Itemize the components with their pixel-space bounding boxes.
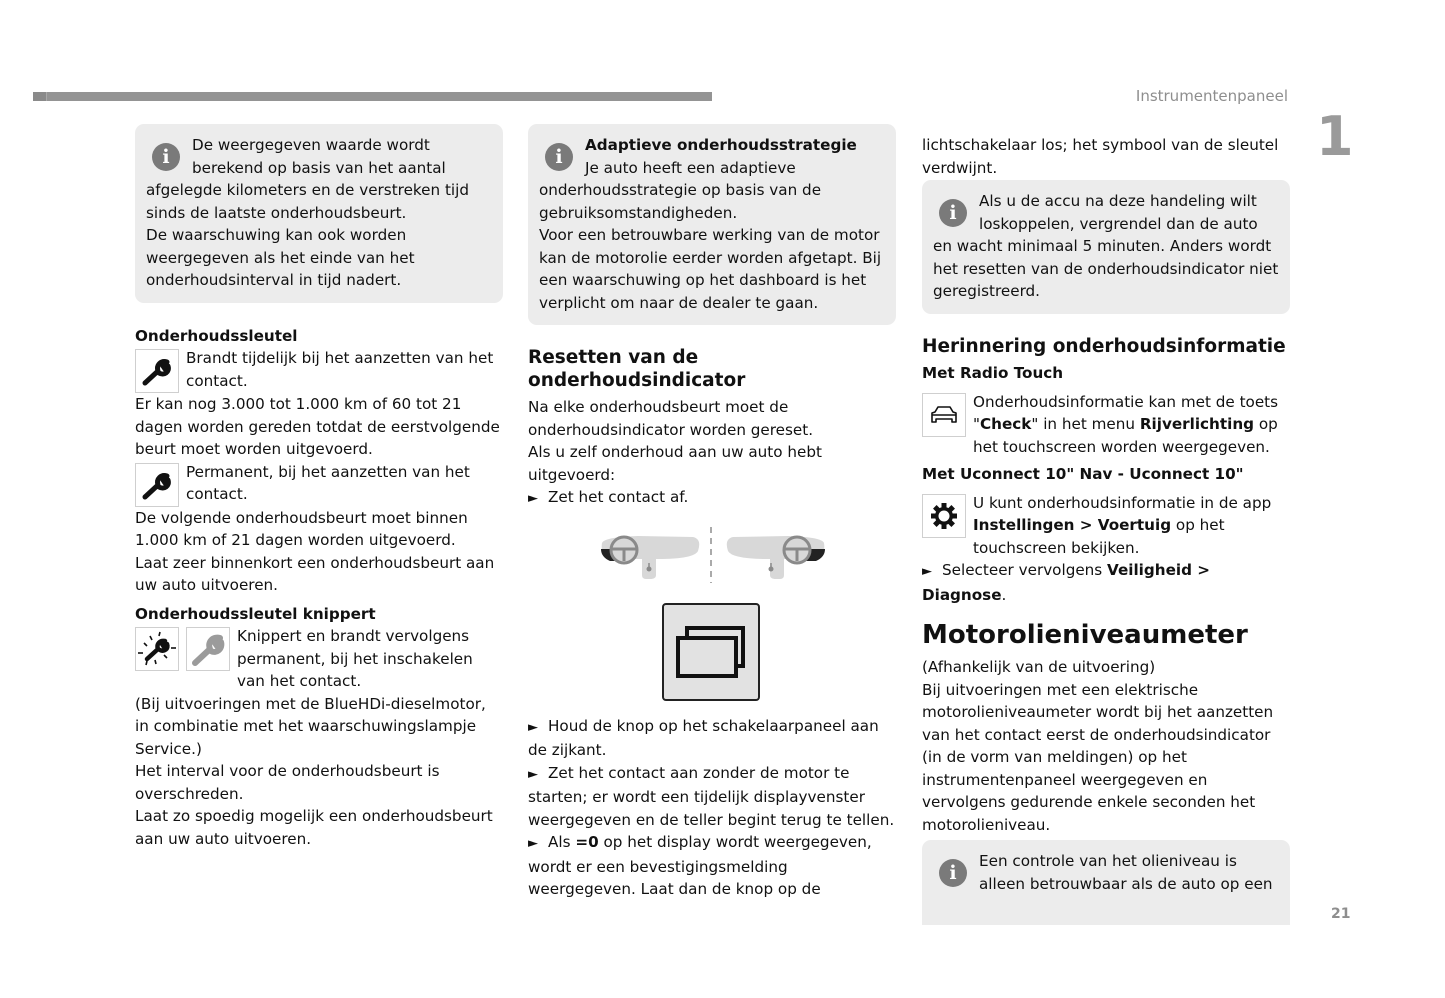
bold-text: Rijverlichting: [1139, 415, 1255, 433]
info-icon: i: [545, 143, 573, 171]
text: U kunt onderhoudsinformatie in de app: [973, 493, 1272, 512]
note-text: De weergegeven waarde wordt berekend op basis van het aantal afgelegde kilometers en de verstreken tijd sinds de laatste onderhoudsbeurt.: [146, 136, 469, 222]
info-icon: i: [152, 143, 180, 171]
indicator-item: [135, 625, 503, 693]
info-note: [922, 180, 1290, 314]
wrench-grey-icon: [186, 627, 230, 671]
paragraph: Het interval voor de onderhoudsbeurt is overschreden.: [135, 762, 440, 803]
step-text: Als: [548, 833, 576, 851]
header-rule-segment: [33, 92, 47, 101]
paragraph: Na elke onderhoudsbeurt moet de onderhoudsindicator worden gereset.: [528, 398, 814, 439]
indicator-item: [135, 461, 503, 507]
paragraph: De volgende onderhoudsbeurt moet binnen 1.000 km of 21 dagen worden uitgevoerd.: [135, 508, 468, 549]
paragraph: lichtschakelaar los; het symbool van de sleutel verdwijnt.: [922, 136, 1279, 177]
paragraph: Als u zelf onderhoud aan uw auto hebt uitgevoerd:: [528, 443, 822, 484]
paragraph: (Bij uitvoeringen met de BlueHDi-dieselmotor, in combinatie met het waarschuwingslampje Service.): [135, 694, 486, 758]
car-icon: [922, 393, 966, 437]
text: " in het menu: [1031, 415, 1140, 433]
paragraph: Laat zeer binnenkort een onderhoudsbeurt aan uw auto uitvoeren.: [135, 553, 495, 594]
step-bold: =0: [575, 833, 599, 851]
paragraph: Laat zo spoedig mogelijk een onderhoudsbeurt aan uw auto uitvoeren.: [135, 807, 493, 848]
bold-text: Instellingen > Voertuig: [973, 516, 1172, 534]
step: [528, 831, 896, 901]
subsection-title: Met Uconnect 10" Nav - Uconnect 10": [922, 465, 1244, 483]
step: ► Zet het contact aan zonder de motor te starten; er wordt een tijdelijk displayvenster weergegeven en de teller begint terug te tellen.: [528, 762, 896, 832]
section-title: Motorolieniveaumeter: [922, 620, 1248, 650]
step-text: op het display wordt weergegeven, wordt er een bevestigingsmelding weergegeven. Laat dan de knop op de: [528, 833, 872, 898]
info-icon: i: [939, 199, 967, 227]
paragraph: Er kan nog 3.000 tot 1.000 km of 60 tot 21 dagen worden gereden totdat de eerstvolgende beurt moet worden uitgevoerd.: [135, 395, 500, 458]
info-note: [922, 840, 1290, 925]
section-title: Resetten van de onderhoudsindicator: [528, 347, 746, 391]
steps-list: [528, 715, 896, 901]
page-number: 21: [1331, 906, 1351, 922]
indicator-item: [135, 347, 503, 393]
step-text: Selecteer vervolgens: [942, 561, 1108, 579]
section-title: Onderhoudssleutel: [135, 326, 298, 345]
note-text: Een controle van het olieniveau is alleen betrouwbaar als de auto op een: [979, 852, 1273, 893]
wrench-icon: [135, 349, 179, 393]
info-item: [922, 391, 1290, 459]
chapter-number: 1: [1316, 105, 1354, 168]
dashboard-lhd-rhd-illustration: [598, 525, 896, 585]
step: [922, 559, 1290, 606]
wrench-icon: [135, 463, 179, 507]
column-1: [135, 124, 503, 850]
step: ► Zet het contact af.: [528, 486, 896, 511]
item-text: Knippert en brandt vervolgens permanent, bij het inschakelen van het contact.: [237, 627, 473, 690]
gear-icon: [922, 494, 966, 538]
note-text: Je auto heeft een adaptieve onderhoudsstrategie op basis van de gebruiksomstandigheden.: [539, 158, 822, 222]
text: op het touchscreen worden weergegeven.: [973, 415, 1278, 456]
section-title: Onderhoudssleutel knippert: [135, 604, 376, 623]
paragraph: Bij uitvoeringen met een elektrische motorolieniveaumeter wordt bij het aanzetten van het contact eerst de onderhoudsindicator (in de vorm van meldingen) op het instrumentenpaneel weergegeven en vervolgens gedurende enkele seconden het motorolieniveau.: [922, 680, 1274, 834]
running-head: Instrumentenpaneel: [1135, 87, 1288, 105]
section-title: Herinnering onderhoudsinformatie: [922, 335, 1286, 357]
note-title: Adaptieve onderhoudsstrategie: [585, 136, 857, 154]
info-icon: i: [939, 859, 967, 887]
paragraph: (Afhankelijk van de uitvoering): [922, 658, 1156, 676]
item-text: Brandt tijdelijk bij het aanzetten van het contact.: [186, 349, 494, 390]
subsection-title: Met Radio Touch: [922, 364, 1064, 382]
step: ► Houd de knop op het schakelaarpaneel aan de zijkant.: [528, 715, 896, 762]
column-3: [922, 134, 1290, 925]
info-note: [135, 124, 503, 303]
text: Onderhoudsinformatie kan met de toets ": [973, 392, 1279, 433]
item-text: [922, 492, 1290, 560]
item-text: Permanent, bij het aanzetten van het contact.: [186, 462, 470, 503]
note-text: Als u de accu na deze handeling wilt loskoppelen, vergrendel dan de auto en wacht minimaal 5 minuten. Anders wordt het resetten van de onderhoudsindicator niet geregistreerd.: [933, 192, 1279, 300]
info-item: [922, 492, 1290, 560]
step-text: .: [1001, 585, 1007, 604]
header-rule: [33, 92, 712, 101]
item-text: [922, 391, 1290, 459]
note-text: De waarschuwing kan ook worden weergegeven als het einde van het onderhoudsinterval in tijd nadert.: [146, 226, 415, 289]
bold-text: Check: [980, 415, 1032, 433]
info-note: [528, 124, 896, 325]
note-text: Voor een betrouwbare werking van de motor kan de motorolie eerder worden afgetapt. Bij een waarschuwing op het dashboard is het verplicht om naar de dealer te gaan.: [539, 226, 882, 312]
step-bold: Veiligheid > Diagnose: [922, 561, 1210, 604]
wrench-flashing-icon: [135, 627, 179, 671]
text: op het touchscreen bekijken.: [973, 516, 1225, 557]
column-2: [528, 124, 896, 901]
display-button-icon: [662, 603, 760, 701]
